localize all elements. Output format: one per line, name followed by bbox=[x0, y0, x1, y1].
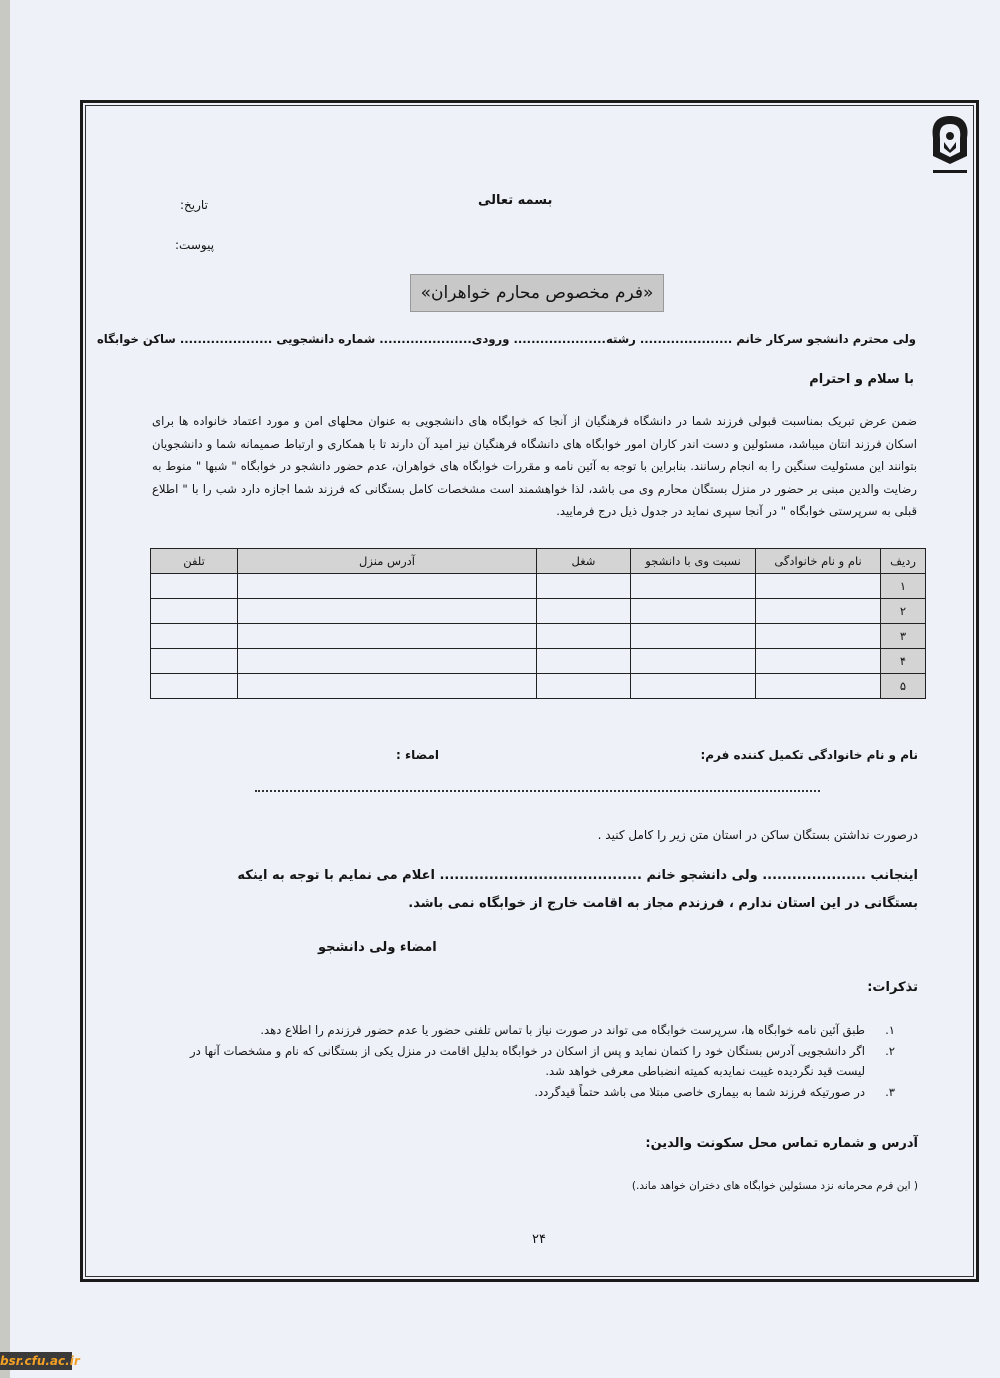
row-number: ۴ bbox=[881, 649, 926, 674]
table-cell[interactable] bbox=[756, 574, 881, 599]
row-number: ۵ bbox=[881, 674, 926, 699]
table-cell[interactable] bbox=[631, 574, 756, 599]
table-cell[interactable] bbox=[756, 599, 881, 624]
intro-line: ولی محترم دانشجو سرکار خانم ..................... رشته..................... ورودی..................... شماره دانشجویی ..................... ساکن خوابگاه bbox=[96, 332, 916, 346]
table-cell[interactable] bbox=[631, 649, 756, 674]
table-cell[interactable] bbox=[537, 599, 631, 624]
notes-title: تذکرات: bbox=[867, 980, 918, 995]
note-number: ۲. bbox=[885, 1043, 895, 1058]
table-cell[interactable] bbox=[537, 624, 631, 649]
page-number: ۲۴ bbox=[532, 1232, 546, 1247]
col-relation: نسبت وی با دانشجو bbox=[631, 549, 756, 574]
table-cell[interactable] bbox=[151, 599, 238, 624]
note-number: ۱. bbox=[885, 1023, 895, 1037]
confidential-note: ( این فرم محرمانه نزد مسئولین خوابگاه های دختران خواهد ماند.) bbox=[631, 1180, 918, 1192]
table-cell[interactable] bbox=[151, 649, 238, 674]
note-text: در صورتیکه فرزند شما به بیماری خاصی مبتلا می باشد حتماً قیدگردد. bbox=[534, 1084, 865, 1099]
table-row bbox=[151, 599, 926, 624]
table-cell[interactable] bbox=[238, 674, 537, 699]
table-cell[interactable] bbox=[238, 574, 537, 599]
col-address: آدرس منزل bbox=[238, 549, 537, 574]
no-relatives-note: درصورت نداشتن بستگان ساکن در استان متن زیر را کامل کنید . bbox=[597, 828, 918, 842]
table-row bbox=[151, 574, 926, 599]
table-cell[interactable] bbox=[537, 649, 631, 674]
col-full-name: نام و نام خانوادگی bbox=[756, 549, 881, 574]
attachment-label: پیوست: bbox=[175, 238, 215, 252]
note-text: اگر دانشجویی آدرس بستگان خود را کتمان نماید و پس از اسکان در خوابگاه بدلیل اقامت در منزل یکی از بستگانی که نام و مشخصات آنها در لیست قید نگردیده غیبت نمایدبه کمیته انضباطی معرفی خواهد شد. bbox=[190, 1043, 865, 1078]
greeting: با سلام و احترام bbox=[809, 372, 914, 387]
table-cell[interactable] bbox=[238, 599, 537, 624]
table-cell[interactable] bbox=[238, 624, 537, 649]
col-phone: تلفن bbox=[151, 549, 238, 574]
filler-signature-label: امضاء : bbox=[396, 748, 439, 762]
university-logo-icon bbox=[925, 112, 975, 182]
col-job: شغل bbox=[537, 549, 631, 574]
filler-name-label: نام و نام خانوادگی تکمیل کننده فرم: bbox=[700, 748, 918, 762]
table-header-row bbox=[151, 549, 926, 574]
date-label: تاریخ: bbox=[180, 198, 208, 212]
note-number: ۳. bbox=[885, 1084, 895, 1099]
watermark: bsr.cfu.ac.ir bbox=[0, 1354, 80, 1368]
dotted-line bbox=[255, 790, 820, 792]
table-cell[interactable] bbox=[151, 624, 238, 649]
row-number: ۳ bbox=[881, 624, 926, 649]
note-item bbox=[170, 1041, 895, 1082]
row-number: ۱ bbox=[881, 574, 926, 599]
note-text: طبق آئین نامه خوابگاه ها، سرپرست خوابگاه می تواند در صورت نیاز با تماس تلفنی حضور یا عدم حضور فرزندم را اطلاع دهد. bbox=[260, 1023, 865, 1037]
table-cell[interactable] bbox=[631, 674, 756, 699]
row-number: ۲ bbox=[881, 599, 926, 624]
table-cell[interactable] bbox=[151, 674, 238, 699]
table-cell[interactable] bbox=[631, 599, 756, 624]
table-cell[interactable] bbox=[756, 649, 881, 674]
declaration-line-1: اینجانب ..................... ولی دانشجو خانم ......................................... اعلام می نمایم با توجه به اینکه bbox=[237, 868, 918, 883]
table-row bbox=[151, 624, 926, 649]
table-row bbox=[151, 674, 926, 699]
notes-list bbox=[170, 1020, 895, 1102]
col-row-number: ردیف bbox=[881, 549, 926, 574]
relatives-table bbox=[150, 548, 926, 699]
table-cell[interactable] bbox=[537, 574, 631, 599]
note-item bbox=[170, 1020, 895, 1041]
guardian-signature-label: امضاء ولی دانشجو bbox=[318, 940, 437, 955]
table-cell[interactable] bbox=[756, 674, 881, 699]
table-cell[interactable] bbox=[238, 649, 537, 674]
basmala: بسمه تعالی bbox=[478, 193, 553, 208]
form-title: «فرم مخصوص محارم خواهران» bbox=[410, 274, 664, 312]
note-item bbox=[170, 1082, 895, 1103]
declaration-line-2: بستگانی در این استان ندارم ، فرزندم مجاز به اقامت خارج از خوابگاه نمی باشد. bbox=[408, 896, 918, 911]
table-row bbox=[151, 649, 926, 674]
scan-edge bbox=[0, 0, 10, 1378]
table-cell[interactable] bbox=[151, 574, 238, 599]
table-cell[interactable] bbox=[756, 624, 881, 649]
table-cell[interactable] bbox=[631, 624, 756, 649]
parents-address-label: آدرس و شماره تماس محل سکونت والدین: bbox=[645, 1136, 918, 1151]
table-cell[interactable] bbox=[537, 674, 631, 699]
body-paragraph: ضمن عرض تبریک بمناسبت قبولی فرزند شما در دانشگاه فرهنگیان از آنجا که خوابگاه های دانشجویی به عنوان محلهای امن و مورد اعتماد خانواده ها برای اسکان فرزند انتان میباشد، مسئولین و دست اندر کاران امور خوابگاه های دانشگاه فرهنگیان نیز امید آن دارند تا با همکاری و ارتباط صمیمانه شما و دانشجویان بتوانند این مسئولیت سنگین را به انجام رسانند. بنابراین با توجه به آئین نامه و مقررات خوابگاه های خواهران، عدم حضور دانشجو در خوابگاه " شبها " منوط به رضایت والدین مبنی بر حضور در منزل بستگان محارم وی می باشد، لذا خواهشمند است مشخصات کامل بستگانی که فرزند شما اجازه دارد شب را با " اطلاع قبلی به سرپرستی خوابگاه " در آنجا سپری نماید در جدول ذیل درج فرمایید. bbox=[152, 414, 917, 518]
